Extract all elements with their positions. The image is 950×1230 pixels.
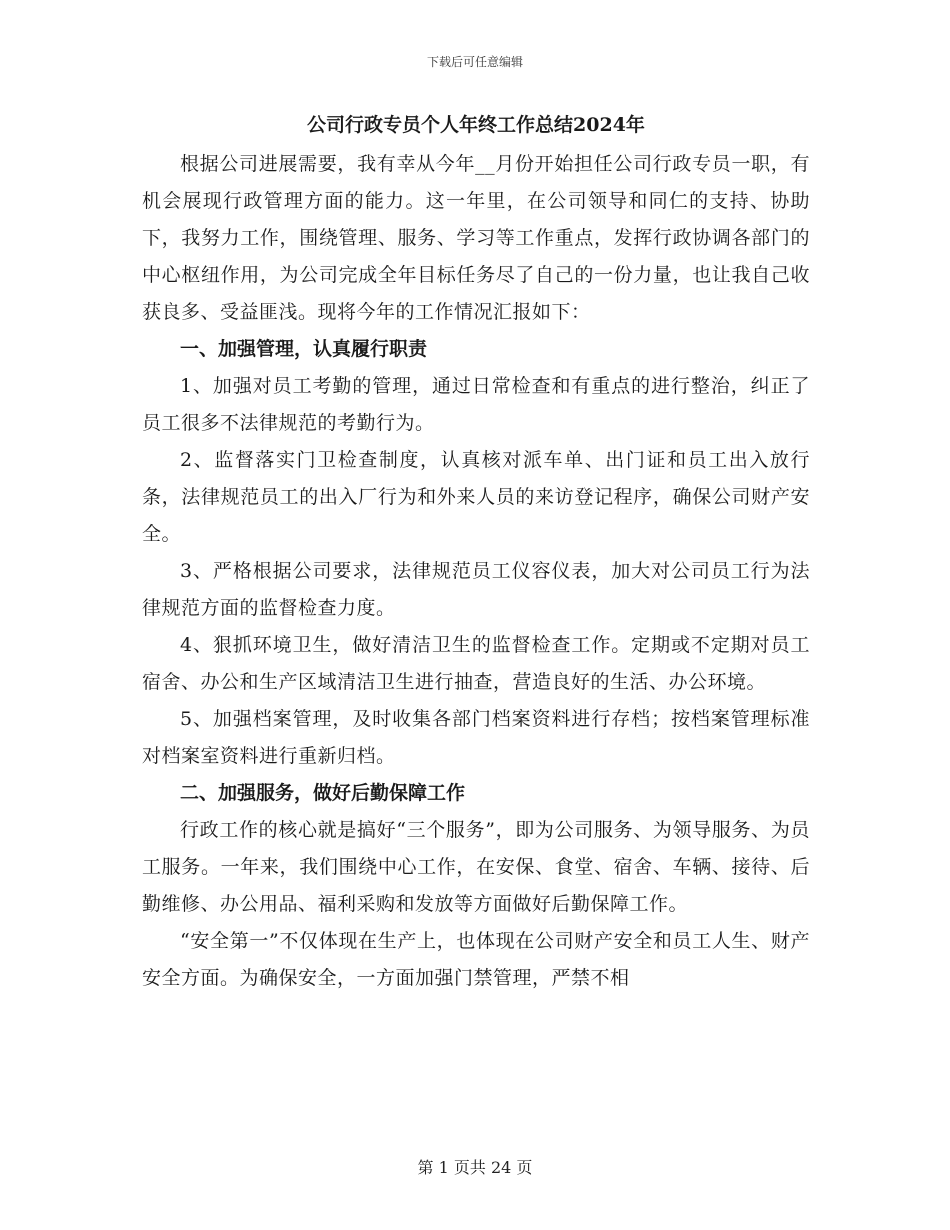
- paragraph-item-3: 3、严格根据公司要求，法律规范员工仪容仪表，加大对公司员工行为法律规范方面的监督检查力度。: [142, 560, 810, 619]
- paragraph-intro: 根据公司进展需要，我有幸从今年__月份开始担任公司行政专员一职，有机会展现行政管理方面的能力。这一年里，在公司领导和同仁的支持、协助下，我努力工作，围绕管理、服务、学习等工作重点，发挥行政协调各部门的中心枢纽作用，为公司完成全年目标任务尽了自己的一份力量，也让我自己收获良多、受益匪浅。现将今年的工作情况汇报如下：: [142, 153, 810, 323]
- paragraph-service: 行政工作的核心就是搞好“三个服务”，即为公司服务、为领导服务、为员工服务。一年来，我们围绕中心工作，在安保、食堂、宿舍、车辆、接待、后勤维修、办公用品、福利采购和发放等方面做好后勤保障工作。: [142, 819, 810, 915]
- section-heading-1: 一、加强管理，认真履行职责: [180, 338, 428, 360]
- paragraph-item-5: 5、加强档案管理，及时收集各部门档案资料进行存档；按档案管理标准对档案室资料进行重新归档。: [142, 708, 810, 767]
- document-title: 公司行政专员个人年终工作总结2024年: [307, 114, 645, 136]
- paragraph-item-4: 4、狠抓环境卫生，做好清洁卫生的监督检查工作。定期或不定期对员工宿舍、办公和生产区域清洁卫生进行抽查，营造良好的生活、办公环境。: [142, 634, 810, 693]
- page-number: 第 1 页共 24 页: [417, 1158, 533, 1177]
- download-note: 下载后可任意编辑: [426, 55, 523, 69]
- paragraph-item-2: 2、监督落实门卫检查制度，认真核对派车单、出门证和员工出入放行条，法律规范员工的出入厂行为和外来人员的来访登记程序，确保公司财产安全。: [142, 449, 810, 545]
- document-body: [142, 110, 810, 997]
- section-heading-2: 二、加强服务，做好后勤保障工作: [180, 782, 466, 804]
- paragraph-item-1: 1、加强对员工考勤的管理，通过日常检查和有重点的进行整治，纠正了员工很多不法律规范的考勤行为。: [142, 375, 810, 434]
- paragraph-safety: “安全第一”不仅体现在生产上，也体现在公司财产安全和员工人生、财产安全方面。为确保安全，一方面加强门禁管理，严禁不相: [142, 930, 810, 989]
